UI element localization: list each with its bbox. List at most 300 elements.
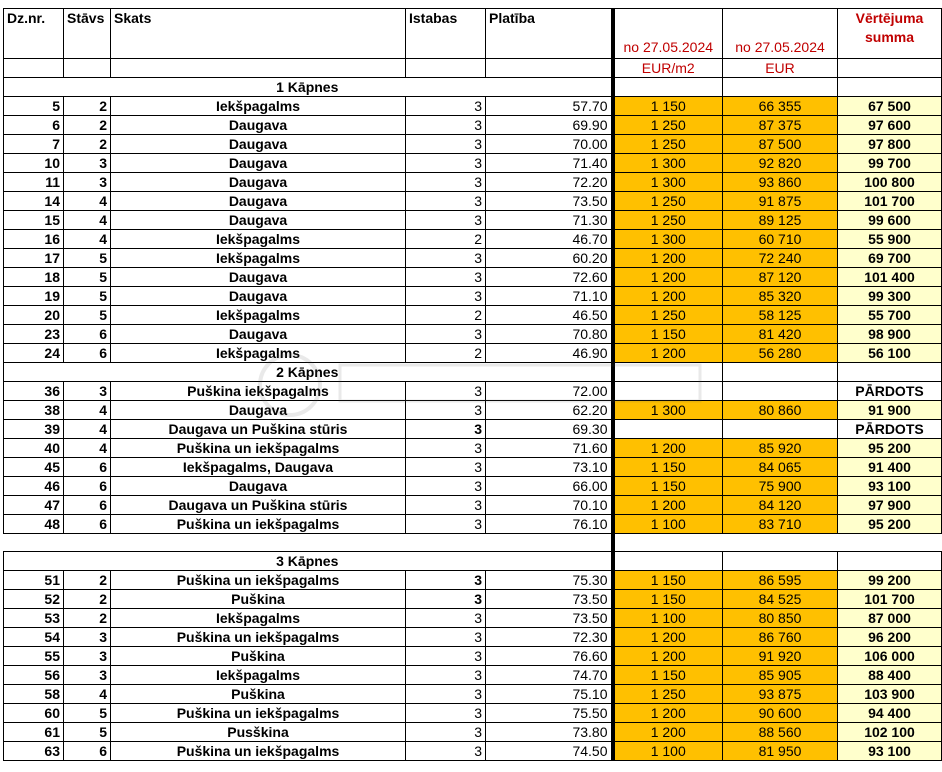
area-cell: 70.80 (486, 325, 613, 344)
view-cell: Iekšpagalms (111, 609, 406, 628)
floor-cell: 5 (64, 704, 111, 723)
area-cell: 73.50 (486, 590, 613, 609)
price-cell: 84 120 (723, 496, 838, 515)
view-cell: Puškina un iekšpagalms (111, 515, 406, 534)
table-row (4, 477, 942, 496)
rooms-cell: 3 (406, 666, 486, 685)
area-cell: 71.30 (486, 211, 613, 230)
price-cell: 60 710 (723, 230, 838, 249)
rooms-cell: 3 (406, 382, 486, 401)
floor-cell: 5 (64, 268, 111, 287)
price-cell: 75 900 (723, 477, 838, 496)
valuation-cell: 97 600 (838, 116, 942, 135)
floor-cell: 4 (64, 439, 111, 458)
table-row (4, 173, 942, 192)
apartment-number: 19 (4, 287, 64, 306)
apartment-number: 56 (4, 666, 64, 685)
price-per-m2-cell: 1 250 (613, 135, 723, 154)
section-blank (613, 78, 723, 97)
apartment-number: 54 (4, 628, 64, 647)
apartment-number: 55 (4, 647, 64, 666)
price-cell: 88 560 (723, 723, 838, 742)
price-per-m2-cell: 1 300 (613, 173, 723, 192)
area-cell: 69.30 (486, 420, 613, 439)
spacer-cell (64, 534, 111, 552)
rooms-cell: 3 (406, 458, 486, 477)
area-cell: 46.50 (486, 306, 613, 325)
price-per-m2-cell: 1 100 (613, 742, 723, 761)
section-row (4, 363, 942, 382)
section-row (4, 552, 942, 571)
view-cell: Daugava (111, 116, 406, 135)
price-cell: 80 850 (723, 609, 838, 628)
apartment-number: 18 (4, 268, 64, 287)
area-cell: 72.00 (486, 382, 613, 401)
valuation-cell: 101 700 (838, 590, 942, 609)
section-blank (613, 552, 723, 571)
valuation-cell: 88 400 (838, 666, 942, 685)
spacer-cell (111, 534, 406, 552)
rooms-cell: 3 (406, 439, 486, 458)
rooms-cell: 3 (406, 249, 486, 268)
price-per-m2-cell: 1 200 (613, 344, 723, 363)
table-row (4, 344, 942, 363)
apartment-number: 58 (4, 685, 64, 704)
price-cell: 66 355 (723, 97, 838, 116)
floor-cell: 3 (64, 628, 111, 647)
table-row (4, 249, 942, 268)
apartment-number: 53 (4, 609, 64, 628)
area-cell: 69.90 (486, 116, 613, 135)
price-per-m2-cell: 1 200 (613, 287, 723, 306)
rooms-cell: 3 (406, 287, 486, 306)
price-cell: 92 820 (723, 154, 838, 173)
valuation-cell: 95 200 (838, 515, 942, 534)
valuation-cell: 93 100 (838, 477, 942, 496)
floor-cell: 2 (64, 590, 111, 609)
valuation-cell: 101 700 (838, 192, 942, 211)
spacer-row (4, 534, 942, 552)
apartment-number: 40 (4, 439, 64, 458)
rooms-cell: 3 (406, 571, 486, 590)
header-blank (486, 59, 613, 78)
header-valuation: Vērtējuma summa (838, 9, 942, 59)
apartment-price-table (3, 8, 942, 761)
price-per-m2-cell: 1 150 (613, 458, 723, 477)
header-rooms: Istabas (406, 9, 486, 59)
area-cell: 71.60 (486, 439, 613, 458)
price-per-m2-cell: 1 250 (613, 192, 723, 211)
price-per-m2-cell: 1 200 (613, 268, 723, 287)
floor-cell: 5 (64, 249, 111, 268)
apartment-number: 60 (4, 704, 64, 723)
table-row (4, 116, 942, 135)
rooms-cell: 3 (406, 685, 486, 704)
apartment-number: 46 (4, 477, 64, 496)
price-cell: 84 065 (723, 458, 838, 477)
header-nr: Dz.nr. (4, 9, 64, 59)
view-cell: Puškina un iekšpagalms (111, 704, 406, 723)
rooms-cell: 3 (406, 647, 486, 666)
price-cell: 93 875 (723, 685, 838, 704)
apartment-number: 15 (4, 211, 64, 230)
table-row (4, 685, 942, 704)
valuation-cell: 106 000 (838, 647, 942, 666)
area-cell: 57.70 (486, 97, 613, 116)
area-cell: 46.90 (486, 344, 613, 363)
rooms-cell: 3 (406, 723, 486, 742)
section-label: 3 Kāpnes (4, 552, 613, 571)
floor-cell: 2 (64, 135, 111, 154)
table-row (4, 628, 942, 647)
header-row (4, 9, 942, 59)
price-per-m2-cell: 1 150 (613, 477, 723, 496)
view-cell: Iekšpagalms (111, 344, 406, 363)
view-cell: Iekšpagalms (111, 306, 406, 325)
price-per-m2-cell: 1 200 (613, 439, 723, 458)
area-cell: 74.50 (486, 742, 613, 761)
area-cell: 73.50 (486, 192, 613, 211)
area-cell: 73.50 (486, 609, 613, 628)
price-cell (723, 382, 838, 401)
header-unit-eur: EUR (723, 59, 838, 78)
header-unit-row (4, 59, 942, 78)
valuation-cell: 94 400 (838, 704, 942, 723)
valuation-cell: 96 200 (838, 628, 942, 647)
floor-cell: 4 (64, 420, 111, 439)
area-cell: 60.20 (486, 249, 613, 268)
view-cell: Iekšpagalms (111, 230, 406, 249)
table-row (4, 230, 942, 249)
valuation-cell: 101 400 (838, 268, 942, 287)
valuation-cell: PĀRDOTS (838, 382, 942, 401)
price-cell: 56 280 (723, 344, 838, 363)
rooms-cell: 3 (406, 173, 486, 192)
rooms-cell: 3 (406, 420, 486, 439)
table-row (4, 97, 942, 116)
table-row (4, 742, 942, 761)
header-blank (838, 59, 942, 78)
price-per-m2-cell: 1 300 (613, 230, 723, 249)
price-per-m2-cell: 1 200 (613, 249, 723, 268)
rooms-cell: 2 (406, 344, 486, 363)
view-cell: Iekšpagalms, Daugava (111, 458, 406, 477)
apartment-number: 45 (4, 458, 64, 477)
header-unit-eur-m2: EUR/m2 (613, 59, 723, 78)
table-row (4, 268, 942, 287)
table-row (4, 420, 942, 439)
header-price-date: no 27.05.2024 (723, 9, 838, 59)
section-blank (723, 363, 838, 382)
area-cell: 70.10 (486, 496, 613, 515)
price-cell: 87 120 (723, 268, 838, 287)
apartment-number: 17 (4, 249, 64, 268)
price-per-m2-cell: 1 150 (613, 325, 723, 344)
price-per-m2-cell: 1 250 (613, 116, 723, 135)
price-cell: 81 420 (723, 325, 838, 344)
spacer-cell (723, 534, 838, 552)
rooms-cell: 3 (406, 211, 486, 230)
price-per-m2-cell: 1 150 (613, 590, 723, 609)
section-blank (723, 78, 838, 97)
area-cell: 72.20 (486, 173, 613, 192)
apartment-number: 6 (4, 116, 64, 135)
price-cell: 91 875 (723, 192, 838, 211)
apartment-number: 5 (4, 97, 64, 116)
floor-cell: 4 (64, 211, 111, 230)
view-cell: Puškina un iekšpagalms (111, 742, 406, 761)
table-row (4, 325, 942, 344)
rooms-cell: 3 (406, 742, 486, 761)
table-row (4, 609, 942, 628)
apartment-number: 47 (4, 496, 64, 515)
price-per-m2-cell: 1 200 (613, 647, 723, 666)
price-per-m2-cell (613, 382, 723, 401)
floor-cell: 6 (64, 496, 111, 515)
header-floor: Stāvs (64, 9, 111, 59)
floor-cell: 4 (64, 192, 111, 211)
floor-cell: 6 (64, 325, 111, 344)
apartment-number: 14 (4, 192, 64, 211)
valuation-cell: 91 900 (838, 401, 942, 420)
price-per-m2-cell: 1 250 (613, 685, 723, 704)
price-per-m2-cell: 1 100 (613, 515, 723, 534)
view-cell: Puškina (111, 685, 406, 704)
rooms-cell: 3 (406, 704, 486, 723)
apartment-number: 10 (4, 154, 64, 173)
price-per-m2-cell: 1 150 (613, 666, 723, 685)
view-cell: Daugava (111, 477, 406, 496)
floor-cell: 3 (64, 382, 111, 401)
table-row (4, 287, 942, 306)
header-blank (406, 59, 486, 78)
price-per-m2-cell: 1 200 (613, 628, 723, 647)
spacer-cell (613, 534, 723, 552)
floor-cell: 6 (64, 344, 111, 363)
floor-cell: 2 (64, 571, 111, 590)
price-cell: 85 920 (723, 439, 838, 458)
area-cell: 76.60 (486, 647, 613, 666)
table-row (4, 496, 942, 515)
price-per-m2-cell: 1 250 (613, 211, 723, 230)
table-body (4, 9, 942, 761)
view-cell: Daugava (111, 192, 406, 211)
rooms-cell: 3 (406, 590, 486, 609)
floor-cell: 4 (64, 230, 111, 249)
floor-cell: 3 (64, 647, 111, 666)
table-row (4, 401, 942, 420)
apartment-number: 39 (4, 420, 64, 439)
view-cell: Iekšpagalms (111, 666, 406, 685)
price-cell: 87 500 (723, 135, 838, 154)
view-cell: Puškina (111, 647, 406, 666)
rooms-cell: 3 (406, 609, 486, 628)
rooms-cell: 2 (406, 306, 486, 325)
valuation-cell: 97 900 (838, 496, 942, 515)
price-cell: 58 125 (723, 306, 838, 325)
apartment-number: 51 (4, 571, 64, 590)
section-blank (838, 78, 942, 97)
valuation-cell: 95 200 (838, 439, 942, 458)
section-label: 2 Kāpnes (4, 363, 613, 382)
floor-cell: 6 (64, 742, 111, 761)
apartment-number: 20 (4, 306, 64, 325)
floor-cell: 3 (64, 173, 111, 192)
price-per-m2-cell: 1 150 (613, 571, 723, 590)
floor-cell: 4 (64, 685, 111, 704)
section-label: 1 Kāpnes (4, 78, 613, 97)
price-per-m2-cell: 1 200 (613, 723, 723, 742)
valuation-cell: 87 000 (838, 609, 942, 628)
view-cell: Iekšpagalms (111, 249, 406, 268)
spacer-cell (486, 534, 613, 552)
rooms-cell: 3 (406, 496, 486, 515)
area-cell: 74.70 (486, 666, 613, 685)
apartment-number: 61 (4, 723, 64, 742)
valuation-cell: 55 700 (838, 306, 942, 325)
apartment-number: 23 (4, 325, 64, 344)
view-cell: Daugava (111, 135, 406, 154)
price-cell: 89 125 (723, 211, 838, 230)
rooms-cell: 3 (406, 325, 486, 344)
apartment-number: 38 (4, 401, 64, 420)
price-per-m2-cell: 1 100 (613, 609, 723, 628)
rooms-cell: 3 (406, 97, 486, 116)
floor-cell: 6 (64, 458, 111, 477)
floor-cell: 4 (64, 401, 111, 420)
rooms-cell: 3 (406, 515, 486, 534)
area-cell: 72.60 (486, 268, 613, 287)
area-cell: 71.10 (486, 287, 613, 306)
area-cell: 71.40 (486, 154, 613, 173)
view-cell: Pusškina (111, 723, 406, 742)
apartment-number: 36 (4, 382, 64, 401)
floor-cell: 3 (64, 154, 111, 173)
price-cell: 85 320 (723, 287, 838, 306)
price-per-m2-cell: 1 200 (613, 704, 723, 723)
view-cell: Iekšpagalms (111, 97, 406, 116)
table-row (4, 515, 942, 534)
section-blank (838, 552, 942, 571)
price-cell: 83 710 (723, 515, 838, 534)
valuation-cell: 99 700 (838, 154, 942, 173)
price-cell: 90 600 (723, 704, 838, 723)
table-row (4, 704, 942, 723)
floor-cell: 2 (64, 97, 111, 116)
price-cell: 72 240 (723, 249, 838, 268)
table-row (4, 666, 942, 685)
table-row (4, 135, 942, 154)
rooms-cell: 2 (406, 230, 486, 249)
price-cell: 93 860 (723, 173, 838, 192)
valuation-cell: 100 800 (838, 173, 942, 192)
floor-cell: 6 (64, 477, 111, 496)
apartment-number: 48 (4, 515, 64, 534)
apartment-number: 52 (4, 590, 64, 609)
price-cell: 86 760 (723, 628, 838, 647)
rooms-cell: 3 (406, 116, 486, 135)
area-cell: 76.10 (486, 515, 613, 534)
price-cell: 84 525 (723, 590, 838, 609)
area-cell: 46.70 (486, 230, 613, 249)
view-cell: Puškina iekšpagalms (111, 382, 406, 401)
valuation-cell: 102 100 (838, 723, 942, 742)
apartment-number: 24 (4, 344, 64, 363)
section-blank (838, 363, 942, 382)
area-cell: 66.00 (486, 477, 613, 496)
rooms-cell: 3 (406, 192, 486, 211)
area-cell: 73.10 (486, 458, 613, 477)
view-cell: Daugava un Puškina stūris (111, 420, 406, 439)
view-cell: Puškina un iekšpagalms (111, 571, 406, 590)
section-blank (723, 552, 838, 571)
price-per-m2-cell: 1 300 (613, 401, 723, 420)
header-blank (4, 59, 64, 78)
header-blank (111, 59, 406, 78)
table-row (4, 192, 942, 211)
header-price-per-m2-date: no 27.05.2024 (613, 9, 723, 59)
rooms-cell: 3 (406, 268, 486, 287)
view-cell: Daugava (111, 325, 406, 344)
area-cell: 73.80 (486, 723, 613, 742)
view-cell: Daugava (111, 154, 406, 173)
valuation-cell: 99 300 (838, 287, 942, 306)
floor-cell: 2 (64, 609, 111, 628)
valuation-cell: 69 700 (838, 249, 942, 268)
apartment-number: 63 (4, 742, 64, 761)
section-row (4, 78, 942, 97)
valuation-cell: 99 200 (838, 571, 942, 590)
table-row (4, 382, 942, 401)
table-row (4, 571, 942, 590)
rooms-cell: 3 (406, 401, 486, 420)
view-cell: Daugava un Puškina stūris (111, 496, 406, 515)
table-row (4, 211, 942, 230)
valuation-cell: 99 600 (838, 211, 942, 230)
apartment-number: 7 (4, 135, 64, 154)
price-per-m2-cell: 1 300 (613, 154, 723, 173)
floor-cell: 5 (64, 287, 111, 306)
price-cell: 80 860 (723, 401, 838, 420)
valuation-cell: PĀRDOTS (838, 420, 942, 439)
valuation-cell: 97 800 (838, 135, 942, 154)
view-cell: Puškina (111, 590, 406, 609)
area-cell: 75.30 (486, 571, 613, 590)
valuation-cell: 103 900 (838, 685, 942, 704)
price-per-m2-cell: 1 250 (613, 306, 723, 325)
floor-cell: 5 (64, 306, 111, 325)
valuation-cell: 91 400 (838, 458, 942, 477)
area-cell: 75.10 (486, 685, 613, 704)
valuation-cell: 56 100 (838, 344, 942, 363)
area-cell: 70.00 (486, 135, 613, 154)
rooms-cell: 3 (406, 154, 486, 173)
valuation-cell: 55 900 (838, 230, 942, 249)
header-area: Platība (486, 9, 613, 59)
price-list-sheet (3, 8, 942, 761)
view-cell: Daugava (111, 401, 406, 420)
header-blank (64, 59, 111, 78)
table-row (4, 439, 942, 458)
apartment-number: 11 (4, 173, 64, 192)
rooms-cell: 3 (406, 135, 486, 154)
area-cell: 75.50 (486, 704, 613, 723)
table-row (4, 306, 942, 325)
view-cell: Daugava (111, 173, 406, 192)
spacer-cell (406, 534, 486, 552)
table-row (4, 723, 942, 742)
rooms-cell: 3 (406, 628, 486, 647)
